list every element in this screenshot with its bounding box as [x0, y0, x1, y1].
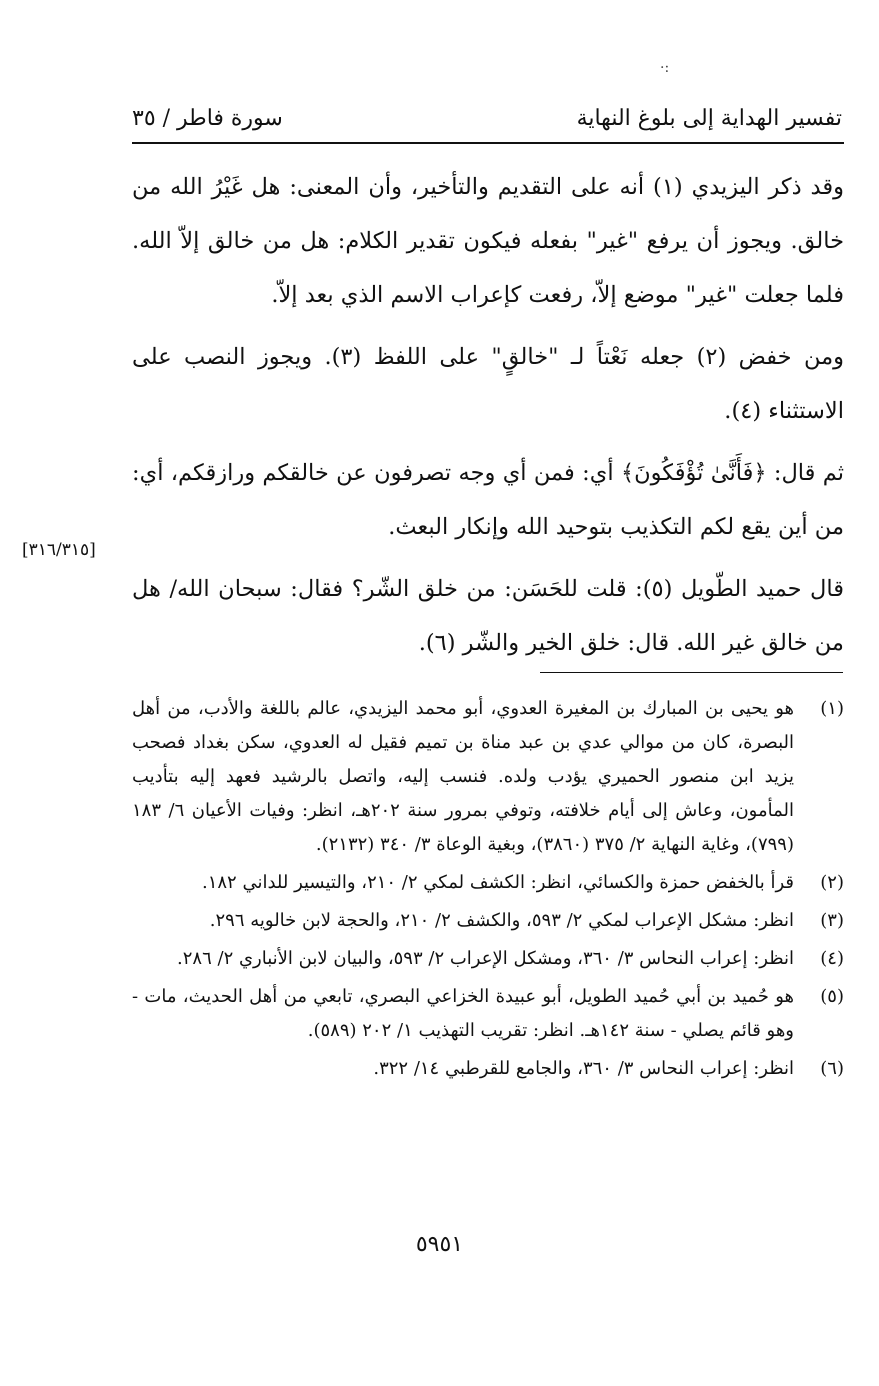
footnote	[132, 866, 844, 900]
paragraph: ومن خفض (٢) جعله نَعْتاً لـ "خالقٍ" على اللفظ (٣). ويجوز النصب على الاستثناء (٤).	[132, 344, 844, 424]
footnote-rule	[540, 672, 843, 673]
footnote	[132, 1052, 844, 1086]
footnotes	[132, 692, 844, 1090]
footnote-text: هو يحيى بن المبارك بن المغيرة العدوي، أبو محمد اليزيدي، عالم باللغة والأدب، من أهل البصرة، كان من موالي عدي بن عبد مناة بن تميم فقيل له العدوي، سكن بغداد فصحب يزيد ابن منصور الحميري يؤدب ولده. فنسب إليه، واتصل بالرشيد فعهد إليه بتأديب المأمون، وعاش إلى أيام خلافته، وتوفي بمرور سنة ٢٠٢هـ، انظر: وفيات الأعيان ٦/ ١٨٣ (٧٩٩)، وغاية النهاية ٢/ ٣٧٥ (٣٨٦٠)، وبغية الوعاة ٣/ ٣٤٠ (٢١٣٢).	[132, 698, 794, 855]
main-text	[132, 160, 844, 678]
scan-speck: ·:	[660, 60, 670, 76]
footnote-text: انظر: مشكل الإعراب لمكي ٢/ ٥٩٣، والكشف ٢/ ٢١٠، والحجة لابن خالويه ٢٩٦.	[209, 910, 794, 931]
footnote-text: انظر: إعراب النحاس ٣/ ٣٦٠، ومشكل الإعراب ٢/ ٥٩٣، والبيان لابن الأنباري ٢/ ٢٨٦.	[177, 948, 794, 969]
header-rule	[132, 142, 844, 144]
footnote-text: هو حُميد بن أبي حُميد الطويل، أبو عبيدة الخزاعي البصري، تابعي من أهل الحديث، مات - وهو قائم يصلي - سنة ١٤٢هـ. انظر: تقريب التهذيب ١/ ٢٠٢ (٥٨٩).	[132, 986, 794, 1041]
footnote	[132, 980, 844, 1048]
paragraph: ثم قال: ﴿فَأَنَّىٰ تُؤْفَكُونَ﴾ أي: فمن أي وجه تصرفون عن خالقكم ورازقكم، أي: من أين يقع لكم التكذيب بتوحيد الله وإنكار البعث.	[132, 460, 844, 540]
surah-label: سورة فاطر / ٣٥	[132, 105, 283, 131]
running-header	[132, 100, 842, 136]
paragraph: قال حميد الطّويل (٥): قلت للحَسَن: من خلق الشّر؟ فقال: سبحان الله/ هل من خالق غير الله. قال: خلق الخير والشّر (٦).	[132, 576, 845, 656]
margin-reference: [٣١٦/٣١٥]	[22, 540, 96, 560]
page-number: ٥٩٥١	[415, 1232, 464, 1257]
footnote-number: (١)	[820, 698, 844, 719]
footnote-text: قرأ بالخفض حمزة والكسائي، انظر: الكشف لمكي ٢/ ٢١٠، والتيسير للداني ١٨٢.	[201, 872, 794, 893]
footnote-number: (٦)	[820, 1058, 844, 1079]
footnote-number: (٣)	[820, 910, 844, 931]
footnote-number: (٢)	[820, 872, 844, 893]
book-title: تفسير الهداية إلى بلوغ النهاية	[576, 105, 842, 131]
footnote-number: (٥)	[820, 986, 844, 1007]
footnote-number: (٤)	[820, 948, 844, 969]
footnote	[132, 904, 844, 938]
paragraph: وقد ذكر اليزيدي (١) أنه على التقديم والتأخير، وأن المعنى: هل غَيْرُ الله من خالق. ويجوز أن يرفع "غير" بفعله فيكون تقدير الكلام: هل من خالق إلاّ الله. فلما جعلت "غير" موضع إلاّ، رفعت كإعراب الاسم الذي بعد إلاّ.	[132, 174, 844, 308]
footnote	[132, 942, 844, 976]
footnote-text: انظر: إعراب النحاس ٣/ ٣٦٠، والجامع للقرطبي ١٤/ ٣٢٢.	[373, 1058, 794, 1079]
footnote	[132, 692, 844, 862]
